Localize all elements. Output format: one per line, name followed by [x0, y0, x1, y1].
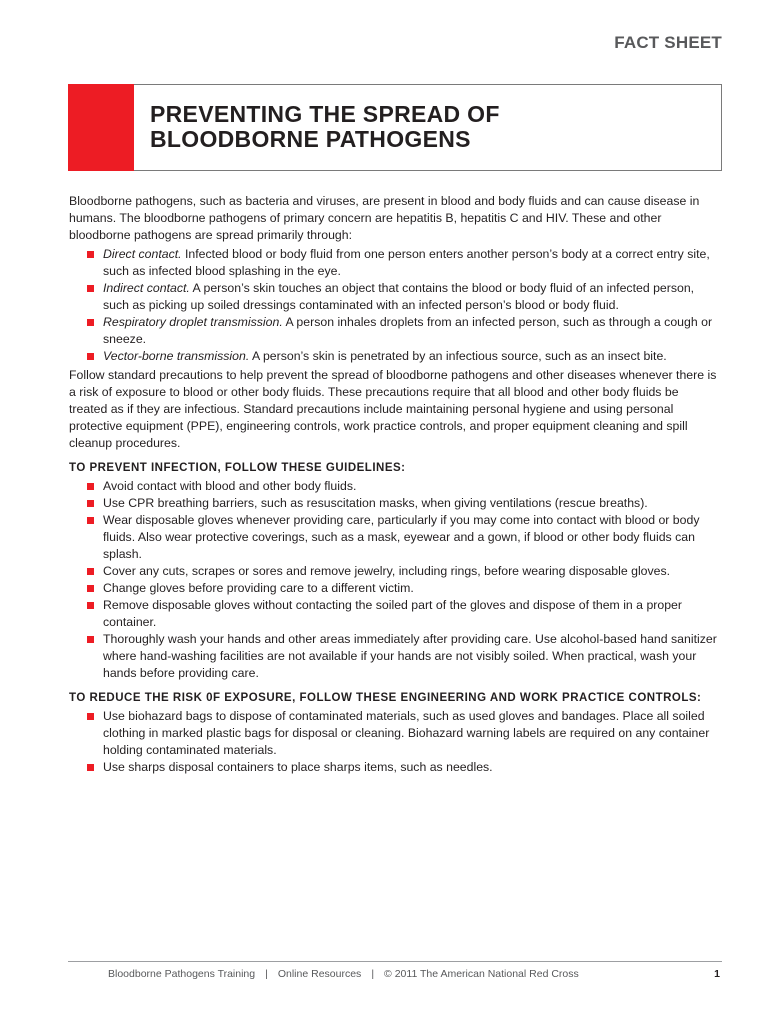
list-item	[103, 708, 719, 759]
description: A person’s skin touches an object that contains the blood or body fluid of an infected person, such as picking up soiled dressings contaminated with an infected person’s blood or body fluid.	[103, 281, 695, 312]
list-item	[103, 597, 719, 631]
list-item	[103, 563, 719, 580]
item-text: Change gloves before providing care to a different victim.	[103, 581, 414, 595]
main-content	[69, 193, 719, 776]
item-text: Wear disposable gloves whenever providing care, particularly if you may come into contact with blood or body fluids. Also wear protective coverings, such as a mask, eyewear and a gown, if blood or other body fluids can splash.	[103, 513, 700, 561]
bullet-square-icon	[87, 602, 94, 609]
title-line-1: PREVENTING THE SPREAD OF	[150, 101, 500, 127]
item-text: Avoid contact with blood and other body fluids.	[103, 479, 357, 493]
item-text: Remove disposable gloves without contacting the soiled part of the gloves and dispose of them in a proper container.	[103, 598, 682, 629]
footer-separator: |	[265, 968, 268, 980]
item-text: Use biohazard bags to dispose of contaminated materials, such as used gloves and bandages. Place all soiled clothing in marked plastic bags for disposal or cleaning. Biohazard warning labels are required on any container holding contaminated materials.	[103, 709, 710, 757]
footer-resources-label: Online Resources	[277, 968, 362, 980]
bullet-square-icon	[87, 585, 94, 592]
item-text: Use CPR breathing barriers, such as resuscitation masks, when giving ventilations (rescue breaths).	[103, 496, 648, 510]
item-text: Cover any cuts, scrapes or sores and remove jewelry, including rings, before wearing disposable gloves.	[103, 564, 671, 578]
page-footer	[68, 961, 722, 980]
bullet-square-icon	[87, 500, 94, 507]
footer-line	[108, 968, 579, 980]
title-line-2: BLOODBORNE PATHOGENS	[150, 126, 471, 152]
list-item	[103, 280, 719, 314]
red-accent-block	[68, 84, 134, 171]
controls-list	[69, 708, 719, 776]
list-item	[103, 348, 719, 365]
guidelines-heading: TO PREVENT INFECTION, FOLLOW THESE GUIDELINES:	[69, 462, 406, 474]
title-box	[68, 84, 722, 171]
bullet-square-icon	[87, 568, 94, 575]
list-item	[103, 246, 719, 280]
list-item	[103, 495, 719, 512]
bullet-square-icon	[87, 251, 94, 258]
intro-paragraph: Bloodborne pathogens, such as bacteria and viruses, are present in blood and body fluids and can cause disease in humans. The bloodborne pathogens of primary concern are hepatitis B, hepatitis C and HIV. These and other bloodborne pathogens are spread primarily through:	[69, 194, 700, 242]
bullet-square-icon	[87, 483, 94, 490]
footer-training-label: Bloodborne Pathogens Training	[108, 968, 256, 980]
list-item	[103, 631, 719, 682]
bullet-square-icon	[87, 517, 94, 524]
controls-heading: TO REDUCE THE RISK 0F EXPOSURE, FOLLOW THESE ENGINEERING AND WORK PRACTICE CONTROLS:	[69, 692, 702, 704]
fact-sheet-label: FACT SHEET	[614, 33, 722, 52]
transmission-list	[69, 246, 719, 365]
term: Vector-borne transmission.	[103, 349, 250, 363]
bullet-square-icon	[87, 353, 94, 360]
bullet-square-icon	[87, 285, 94, 292]
bullet-square-icon	[87, 764, 94, 771]
precautions-paragraph: Follow standard precautions to help prevent the spread of bloodborne pathogens and other diseases whenever there is a risk of exposure to blood or other body fluids. These precautions require that all blood and other body fluids be treated as if they are infectious. Standard precautions include maintaining personal hygiene and using personal protective equipment (PPE), engineering controls, work practice controls, and proper equipment cleaning and spill cleanup procedures.	[69, 368, 717, 450]
list-item	[103, 478, 719, 495]
item-text: Use sharps disposal containers to place sharps items, such as needles.	[103, 760, 493, 774]
list-item	[103, 512, 719, 563]
item-text: Thoroughly wash your hands and other areas immediately after providing care. Use alcohol-based hand sanitizer where hand-washing facilities are not available if your hands are not visibly soiled. When practical, wash your hands before providing care.	[103, 632, 717, 680]
bullet-square-icon	[87, 713, 94, 720]
description: A person’s skin is penetrated by an infectious source, such as an insect bite.	[249, 349, 667, 363]
footer-separator: |	[371, 968, 375, 980]
description: A person inhales droplets from an infected person, such as through a cough or sneeze.	[103, 315, 713, 346]
bullet-square-icon	[87, 636, 94, 643]
term: Respiratory droplet transmission.	[103, 315, 283, 329]
guidelines-list	[69, 478, 719, 682]
bullet-square-icon	[87, 319, 94, 326]
term: Direct contact.	[103, 247, 182, 261]
description: Infected blood or body fluid from one person enters another person’s body at a correct entry site, such as infected blood splashing in the eye.	[103, 247, 710, 278]
page-title	[150, 102, 500, 152]
list-item	[103, 580, 719, 597]
page-number: 1	[714, 968, 720, 980]
term: Indirect contact.	[103, 281, 190, 295]
footer-copyright: © 2011 The American National Red Cross	[384, 968, 579, 980]
list-item	[103, 759, 719, 776]
list-item	[103, 314, 719, 348]
